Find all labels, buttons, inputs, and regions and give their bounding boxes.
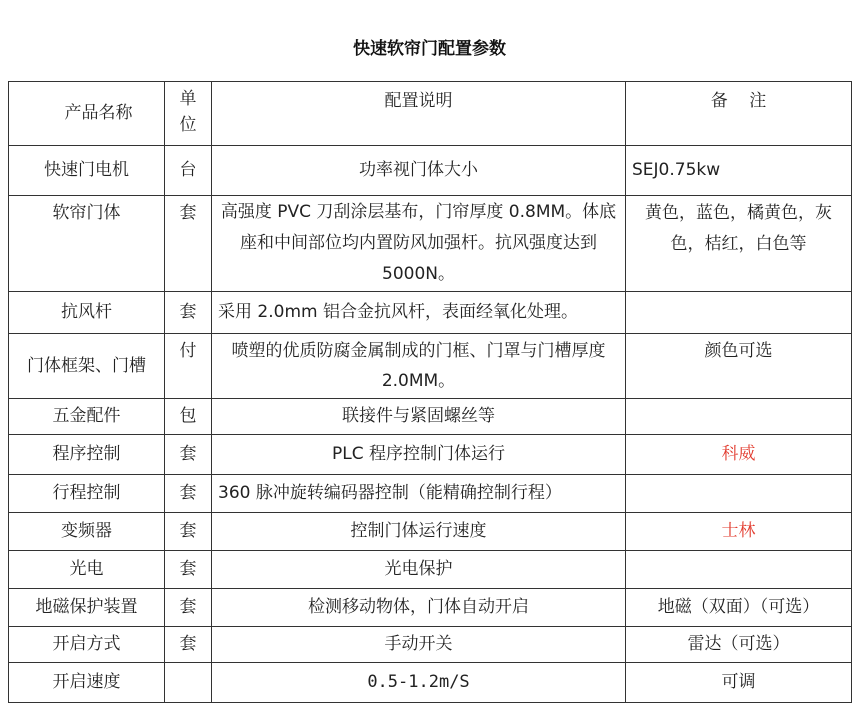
row-unit: 套	[165, 475, 212, 513]
row-unit: 付	[165, 334, 212, 399]
row-note: 雷达（可选）	[626, 627, 852, 663]
row-unit	[165, 663, 212, 703]
table-row	[9, 663, 852, 703]
table-row	[9, 146, 852, 196]
row-name: 行程控制	[9, 475, 165, 513]
row-note: 士林	[626, 513, 852, 551]
document-title: 快速软帘门配置参数	[353, 39, 506, 59]
row-name: 变频器	[9, 513, 165, 551]
table-row	[9, 334, 852, 399]
table-row	[9, 551, 852, 589]
row-note: SEJ0.75kw	[626, 146, 852, 196]
config-table	[8, 81, 852, 703]
row-desc: 360 脉冲旋转编码器控制（能精确控制行程）	[212, 475, 626, 513]
row-note	[626, 551, 852, 589]
row-note: 科威	[626, 435, 852, 475]
row-note	[626, 475, 852, 513]
table-row	[9, 627, 852, 663]
row-unit: 套	[165, 435, 212, 475]
row-unit: 包	[165, 399, 212, 435]
header-unit-line1: 单	[179, 89, 197, 109]
row-name: 门体框架、门槽	[9, 334, 165, 399]
row-name: 抗风杆	[9, 292, 165, 334]
row-unit: 套	[165, 551, 212, 589]
row-unit: 台	[165, 146, 212, 196]
row-unit: 套	[165, 196, 212, 292]
row-note: 地磁（双面）（可选）	[626, 589, 852, 627]
row-note: 颜色可选	[626, 334, 852, 399]
table-row	[9, 196, 852, 292]
row-note	[626, 292, 852, 334]
table-row	[9, 435, 852, 475]
row-name: 程序控制	[9, 435, 165, 475]
row-name: 快速门电机	[9, 146, 165, 196]
row-unit: 套	[165, 292, 212, 334]
row-name: 开启速度	[9, 663, 165, 703]
row-desc: 联接件与紧固螺丝等	[212, 399, 626, 435]
row-desc: 采用 2.0mm 铝合金抗风杆，表面经氧化处理。	[212, 292, 626, 334]
row-desc: 光电保护	[212, 551, 626, 589]
row-unit: 套	[165, 513, 212, 551]
row-name: 光电	[9, 551, 165, 589]
row-name: 地磁保护装置	[9, 589, 165, 627]
header-desc: 配置说明	[212, 82, 626, 146]
header-name: 产品名称	[9, 82, 165, 146]
row-desc: 手动开关	[212, 627, 626, 663]
table-row	[9, 292, 852, 334]
row-desc: 喷塑的优质防腐金属制成的门框、门罩与门槽厚度 2.0MM。	[212, 334, 626, 399]
row-note: 黄色，蓝色，橘黄色，灰色，桔红，白色等	[626, 196, 852, 292]
row-note	[626, 399, 852, 435]
header-unit-line2: 位	[179, 115, 197, 135]
row-name: 五金配件	[9, 399, 165, 435]
row-unit: 套	[165, 627, 212, 663]
row-desc: 0.5-1.2m/S	[212, 663, 626, 703]
header-note: 备 注	[626, 82, 852, 146]
row-name: 软帘门体	[9, 196, 165, 292]
row-desc: 控制门体运行速度	[212, 513, 626, 551]
row-desc: 功率视门体大小	[212, 146, 626, 196]
row-desc: 检测移动物体，门体自动开启	[212, 589, 626, 627]
table-row	[9, 513, 852, 551]
row-unit: 套	[165, 589, 212, 627]
table-row	[9, 475, 852, 513]
row-desc: PLC 程序控制门体运行	[212, 435, 626, 475]
row-name: 开启方式	[9, 627, 165, 663]
table-header-row	[9, 82, 852, 146]
table-row	[9, 399, 852, 435]
row-desc: 高强度 PVC 刀刮涂层基布，门帘厚度 0.8MM。体底座和中间部位均内置防风加强杆。抗风强度达到 5000N。	[212, 196, 626, 292]
header-unit	[165, 82, 212, 146]
row-note: 可调	[626, 663, 852, 703]
table-row	[9, 589, 852, 627]
